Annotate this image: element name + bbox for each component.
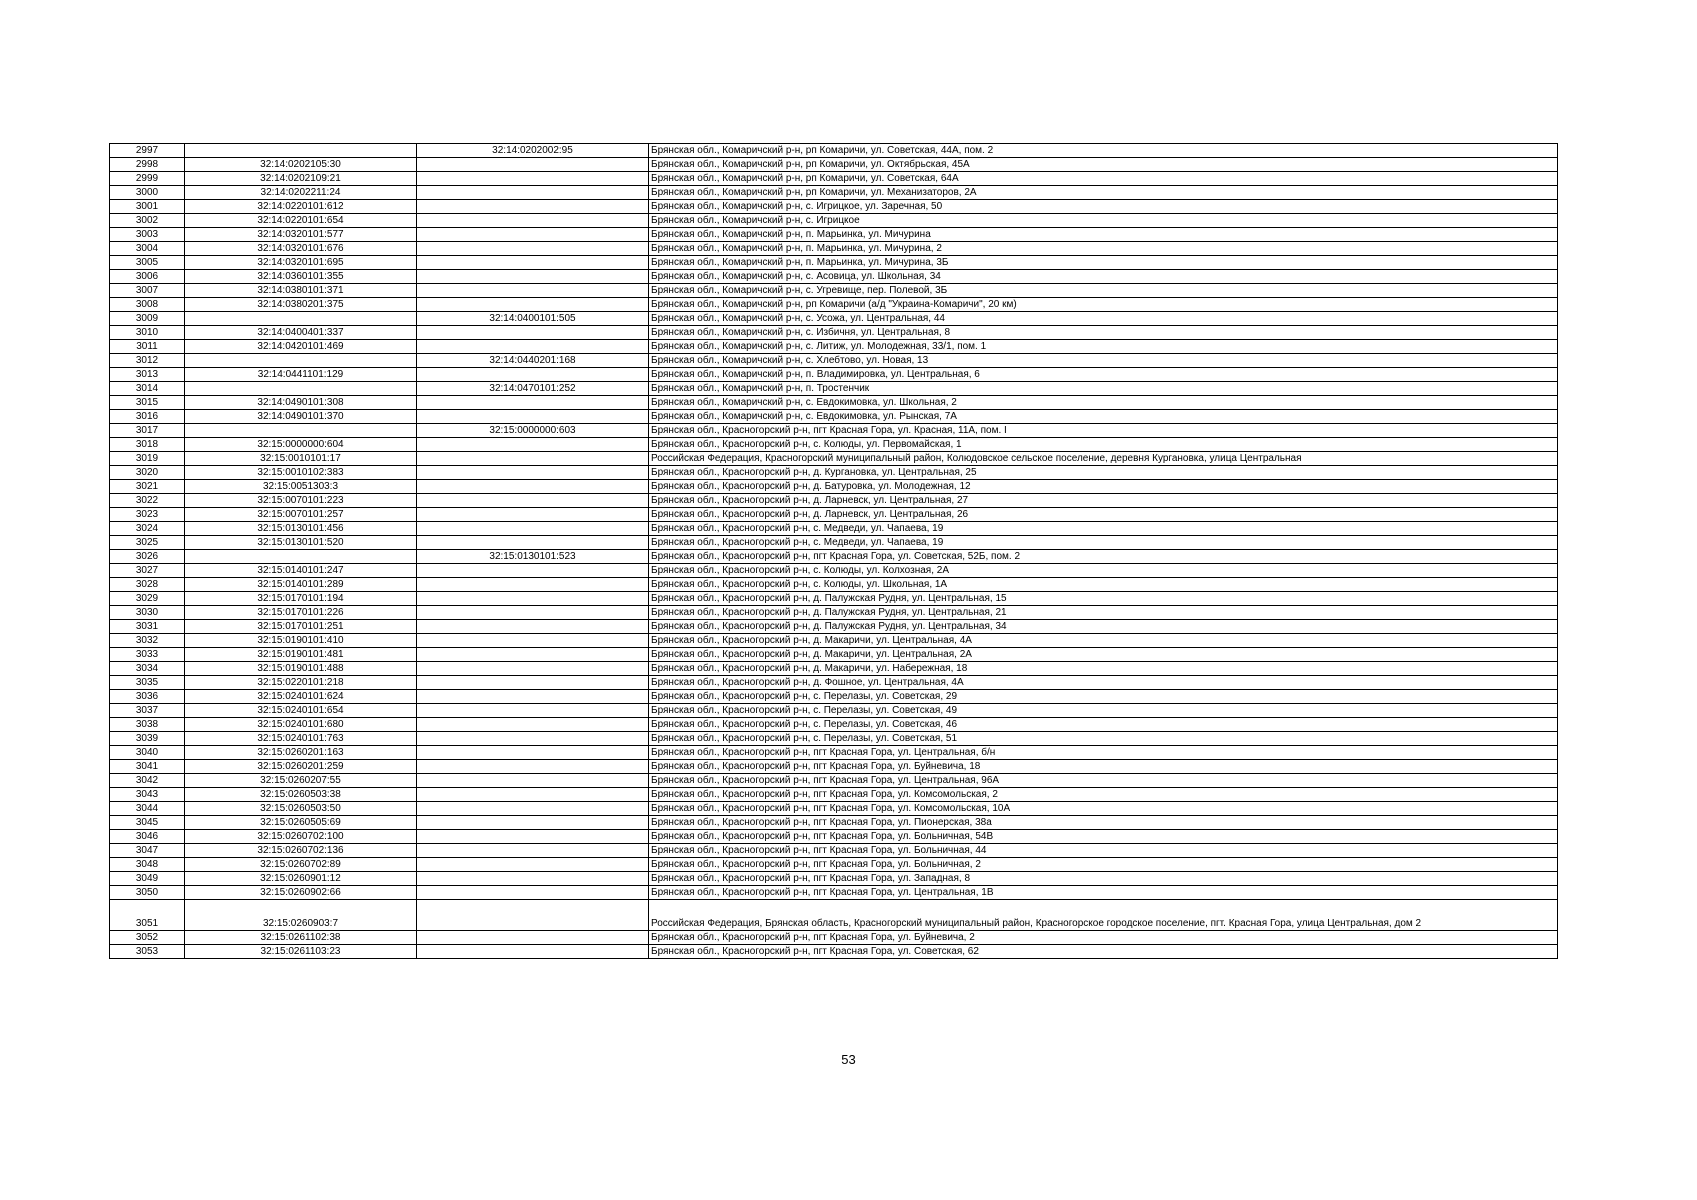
- address-cell: Брянская обл., Комаричский р-н, п. Владимировка, ул. Центральная, 6: [649, 368, 1558, 382]
- table-row: [110, 676, 1558, 690]
- table-row: [110, 480, 1558, 494]
- address-cell: Брянская обл., Комаричский р-н, с. Игрицкое: [649, 214, 1558, 228]
- premises-cadastral-number-cell: [417, 844, 649, 858]
- address-cell: Брянская обл., Красногорский р-н, с. Медведи, ул. Чапаева, 19: [649, 536, 1558, 550]
- row-number-cell: 3052: [110, 931, 185, 945]
- cadastral-number-cell: 32:15:0000000:604: [185, 438, 417, 452]
- table-row: [110, 550, 1558, 564]
- table-row: [110, 158, 1558, 172]
- address-cell: Брянская обл., Красногорский р-н, пгт Красная Гора, ул. Красная, 11А, пом. I: [649, 424, 1558, 438]
- row-number-cell: 3035: [110, 676, 185, 690]
- cadastral-number-cell: 32:15:0260903:7: [185, 900, 417, 931]
- row-number-cell: 3010: [110, 326, 185, 340]
- premises-cadastral-number-cell: [417, 214, 649, 228]
- premises-cadastral-number-cell: [417, 480, 649, 494]
- premises-cadastral-number-cell: [417, 270, 649, 284]
- row-number-cell: 3013: [110, 368, 185, 382]
- premises-cadastral-number-cell: [417, 704, 649, 718]
- address-cell: Брянская обл., Красногорский р-н, с. Перелазы, ул. Советская, 51: [649, 732, 1558, 746]
- cadastral-number-cell: 32:14:0380201:375: [185, 298, 417, 312]
- row-number-cell: 3049: [110, 872, 185, 886]
- premises-cadastral-number-cell: [417, 452, 649, 466]
- address-cell: Брянская обл., Комаричский р-н, рп Комаричи (а/д "Украина-Комаричи", 20 км): [649, 298, 1558, 312]
- address-cell: Брянская обл., Комаричский р-н, с. Евдокимовка, ул. Рынская, 7А: [649, 410, 1558, 424]
- premises-cadastral-number-cell: [417, 746, 649, 760]
- address-cell: Брянская обл., Красногорский р-н, пгт Красная Гора, ул. Советская, 62: [649, 945, 1558, 959]
- table-row: [110, 718, 1558, 732]
- row-number-cell: 3002: [110, 214, 185, 228]
- table-row: [110, 536, 1558, 550]
- row-number-cell: 3046: [110, 830, 185, 844]
- row-number-cell: 3032: [110, 634, 185, 648]
- cadastral-number-cell: 32:15:0170101:226: [185, 606, 417, 620]
- cadastral-number-cell: 32:14:0202211:24: [185, 186, 417, 200]
- row-number-cell: 3021: [110, 480, 185, 494]
- table-row: [110, 494, 1558, 508]
- address-cell: Брянская обл., Красногорский р-н, с. Колюды, ул. Колхозная, 2А: [649, 564, 1558, 578]
- cadastral-number-cell: 32:14:0441101:129: [185, 368, 417, 382]
- address-cell: Брянская обл., Красногорский р-н, пгт Красная Гора, ул. Комсомольская, 2: [649, 788, 1558, 802]
- address-cell: Брянская обл., Красногорский р-н, пгт Красная Гора, ул. Больничная, 44: [649, 844, 1558, 858]
- premises-cadastral-number-cell: [417, 340, 649, 354]
- premises-cadastral-number-cell: [417, 396, 649, 410]
- address-cell: Брянская обл., Комаричский р-н, с. Хлебтово, ул. Новая, 13: [649, 354, 1558, 368]
- cadastral-number-cell: 32:15:0260503:50: [185, 802, 417, 816]
- cadastral-number-cell: 32:15:0051303:3: [185, 480, 417, 494]
- table-row: [110, 452, 1558, 466]
- cadastral-number-cell: [185, 550, 417, 564]
- cadastral-number-cell: 32:14:0202109:21: [185, 172, 417, 186]
- cadastral-number-cell: 32:15:0220101:218: [185, 676, 417, 690]
- address-cell: Брянская обл., Комаричский р-н, с. Игрицкое, ул. Заречная, 50: [649, 200, 1558, 214]
- cadastral-number-cell: 32:15:0170101:194: [185, 592, 417, 606]
- premises-cadastral-number-cell: 32:15:0130101:523: [417, 550, 649, 564]
- table-row: [110, 438, 1558, 452]
- row-number-cell: 2999: [110, 172, 185, 186]
- cadastral-number-cell: 32:15:0260503:38: [185, 788, 417, 802]
- premises-cadastral-number-cell: [417, 578, 649, 592]
- premises-cadastral-number-cell: [417, 872, 649, 886]
- table-row: [110, 144, 1558, 158]
- table-row: [110, 931, 1558, 945]
- premises-cadastral-number-cell: [417, 522, 649, 536]
- cadastral-number-cell: 32:14:0490101:308: [185, 396, 417, 410]
- table-row: [110, 802, 1558, 816]
- row-number-cell: 3042: [110, 774, 185, 788]
- row-number-cell: 3008: [110, 298, 185, 312]
- page-number: 53: [841, 1052, 856, 1067]
- premises-cadastral-number-cell: [417, 662, 649, 676]
- table-row: [110, 326, 1558, 340]
- row-number-cell: 3029: [110, 592, 185, 606]
- premises-cadastral-number-cell: [417, 886, 649, 900]
- address-cell: Брянская обл., Красногорский р-н, пгт Красная Гора, ул. Западная, 8: [649, 872, 1558, 886]
- address-cell: Брянская обл., Красногорский р-н, с. Колюды, ул. Школьная, 1А: [649, 578, 1558, 592]
- cadastral-number-cell: 32:15:0070101:257: [185, 508, 417, 522]
- table-row: [110, 186, 1558, 200]
- row-number-cell: 2997: [110, 144, 185, 158]
- table-row: [110, 354, 1558, 368]
- table-row: [110, 858, 1558, 872]
- row-number-cell: 3037: [110, 704, 185, 718]
- premises-cadastral-number-cell: 32:14:0400101:505: [417, 312, 649, 326]
- table-row: [110, 872, 1558, 886]
- address-cell: Брянская обл., Красногорский р-н, с. Перелазы, ул. Советская, 49: [649, 704, 1558, 718]
- table-row: [110, 508, 1558, 522]
- table-row: [110, 788, 1558, 802]
- register-table: [109, 143, 1558, 959]
- address-cell: Брянская обл., Красногорский р-н, д. Ларневск, ул. Центральная, 27: [649, 494, 1558, 508]
- table-row: [110, 522, 1558, 536]
- row-number-cell: 3004: [110, 242, 185, 256]
- table-row: [110, 382, 1558, 396]
- address-cell: Брянская обл., Комаричский р-н, с. Избичня, ул. Центральная, 8: [649, 326, 1558, 340]
- address-cell: Брянская обл., Комаричский р-н, рп Комаричи, ул. Советская, 44А, пом. 2: [649, 144, 1558, 158]
- premises-cadastral-number-cell: [417, 242, 649, 256]
- address-cell: Брянская обл., Красногорский р-н, д. Кургановка, ул. Центральная, 25: [649, 466, 1558, 480]
- cadastral-number-cell: 32:14:0420101:469: [185, 340, 417, 354]
- table-row: [110, 242, 1558, 256]
- premises-cadastral-number-cell: [417, 564, 649, 578]
- row-number-cell: 3012: [110, 354, 185, 368]
- address-cell: Брянская обл., Красногорский р-н, пгт Красная Гора, ул. Центральная, б/н: [649, 746, 1558, 760]
- premises-cadastral-number-cell: [417, 830, 649, 844]
- address-cell: Брянская обл., Комаричский р-н, рп Комаричи, ул. Советская, 64А: [649, 172, 1558, 186]
- cadastral-number-cell: 32:15:0010101:17: [185, 452, 417, 466]
- cadastral-number-cell: 32:15:0190101:481: [185, 648, 417, 662]
- row-number-cell: 3005: [110, 256, 185, 270]
- row-number-cell: 3006: [110, 270, 185, 284]
- row-number-cell: 3015: [110, 396, 185, 410]
- address-cell: Брянская обл., Красногорский р-н, с. Перелазы, ул. Советская, 46: [649, 718, 1558, 732]
- row-number-cell: 3011: [110, 340, 185, 354]
- row-number-cell: 3026: [110, 550, 185, 564]
- premises-cadastral-number-cell: [417, 466, 649, 480]
- table-row: [110, 844, 1558, 858]
- premises-cadastral-number-cell: [417, 158, 649, 172]
- register-table-body: [110, 144, 1558, 959]
- row-number-cell: 3028: [110, 578, 185, 592]
- row-number-cell: 2998: [110, 158, 185, 172]
- row-number-cell: 3045: [110, 816, 185, 830]
- premises-cadastral-number-cell: [417, 802, 649, 816]
- cadastral-number-cell: 32:15:0130101:456: [185, 522, 417, 536]
- row-number-cell: 3031: [110, 620, 185, 634]
- table-row: [110, 368, 1558, 382]
- premises-cadastral-number-cell: [417, 858, 649, 872]
- address-cell: Брянская обл., Красногорский р-н, д. Палужская Рудня, ул. Центральная, 21: [649, 606, 1558, 620]
- row-number-cell: 3017: [110, 424, 185, 438]
- table-row: [110, 620, 1558, 634]
- premises-cadastral-number-cell: [417, 536, 649, 550]
- cadastral-number-cell: 32:15:0240101:763: [185, 732, 417, 746]
- row-number-cell: 3000: [110, 186, 185, 200]
- cadastral-number-cell: 32:15:0070101:223: [185, 494, 417, 508]
- address-cell: Брянская обл., Красногорский р-н, д. Палужская Рудня, ул. Центральная, 15: [649, 592, 1558, 606]
- premises-cadastral-number-cell: [417, 676, 649, 690]
- cadastral-number-cell: 32:15:0260207:55: [185, 774, 417, 788]
- cadastral-number-cell: 32:14:0320101:695: [185, 256, 417, 270]
- premises-cadastral-number-cell: 32:14:0440201:168: [417, 354, 649, 368]
- cadastral-number-cell: 32:15:0190101:488: [185, 662, 417, 676]
- cadastral-number-cell: 32:15:0260505:69: [185, 816, 417, 830]
- premises-cadastral-number-cell: [417, 718, 649, 732]
- premises-cadastral-number-cell: [417, 410, 649, 424]
- row-number-cell: 3014: [110, 382, 185, 396]
- table-row: [110, 298, 1558, 312]
- address-cell: Брянская обл., Красногорский р-н, пгт Красная Гора, ул. Комсомольская, 10А: [649, 802, 1558, 816]
- table-row: [110, 424, 1558, 438]
- row-number-cell: 3043: [110, 788, 185, 802]
- row-number-cell: 3050: [110, 886, 185, 900]
- address-cell: Брянская обл., Красногорский р-н, д. Ларневск, ул. Центральная, 26: [649, 508, 1558, 522]
- premises-cadastral-number-cell: [417, 648, 649, 662]
- cadastral-number-cell: 32:15:0240101:624: [185, 690, 417, 704]
- row-number-cell: 3020: [110, 466, 185, 480]
- cadastral-number-cell: 32:14:0220101:654: [185, 214, 417, 228]
- premises-cadastral-number-cell: [417, 620, 649, 634]
- premises-cadastral-number-cell: [417, 606, 649, 620]
- row-number-cell: 3023: [110, 508, 185, 522]
- premises-cadastral-number-cell: [417, 200, 649, 214]
- row-number-cell: 3039: [110, 732, 185, 746]
- row-number-cell: 3036: [110, 690, 185, 704]
- premises-cadastral-number-cell: [417, 438, 649, 452]
- row-number-cell: 3027: [110, 564, 185, 578]
- premises-cadastral-number-cell: [417, 816, 649, 830]
- premises-cadastral-number-cell: 32:15:0000000:603: [417, 424, 649, 438]
- premises-cadastral-number-cell: [417, 326, 649, 340]
- row-number-cell: 3018: [110, 438, 185, 452]
- cadastral-number-cell: 32:15:0260901:12: [185, 872, 417, 886]
- cadastral-number-cell: 32:14:0490101:370: [185, 410, 417, 424]
- cadastral-number-cell: 32:15:0261102:38: [185, 931, 417, 945]
- address-cell: Брянская обл., Красногорский р-н, с. Колюды, ул. Первомайская, 1: [649, 438, 1558, 452]
- address-cell: Брянская обл., Красногорский р-н, пгт Красная Гора, ул. Пионерская, 38а: [649, 816, 1558, 830]
- address-cell: Брянская обл., Красногорский р-н, пгт Красная Гора, ул. Буйневича, 2: [649, 931, 1558, 945]
- table-row: [110, 774, 1558, 788]
- address-cell: Брянская обл., Комаричский р-н, рп Комаричи, ул. Октябрьская, 45А: [649, 158, 1558, 172]
- table-row: [110, 886, 1558, 900]
- table-row: [110, 466, 1558, 480]
- row-number-cell: 3038: [110, 718, 185, 732]
- address-cell: Брянская обл., Комаричский р-н, с. Угревище, пер. Полевой, 3Б: [649, 284, 1558, 298]
- table-row: [110, 662, 1558, 676]
- cadastral-number-cell: 32:15:0140101:247: [185, 564, 417, 578]
- address-cell: Брянская обл., Комаричский р-н, п. Марьинка, ул. Мичурина: [649, 228, 1558, 242]
- table-row: [110, 284, 1558, 298]
- address-cell: Брянская обл., Комаричский р-н, с. Асовица, ул. Школьная, 34: [649, 270, 1558, 284]
- premises-cadastral-number-cell: [417, 760, 649, 774]
- premises-cadastral-number-cell: [417, 298, 649, 312]
- table-row: [110, 312, 1558, 326]
- address-cell: Брянская обл., Красногорский р-н, пгт Красная Гора, ул. Центральная, 1В: [649, 886, 1558, 900]
- cadastral-number-cell: 32:15:0130101:520: [185, 536, 417, 550]
- address-cell: Брянская обл., Красногорский р-н, д. Макаричи, ул. Центральная, 4А: [649, 634, 1558, 648]
- premises-cadastral-number-cell: [417, 368, 649, 382]
- row-number-cell: 3044: [110, 802, 185, 816]
- cadastral-number-cell: 32:15:0260702:100: [185, 830, 417, 844]
- cadastral-number-cell: [185, 144, 417, 158]
- address-cell: Брянская обл., Красногорский р-н, пгт Красная Гора, ул. Больничная, 54В: [649, 830, 1558, 844]
- premises-cadastral-number-cell: [417, 228, 649, 242]
- table-row: [110, 900, 1558, 931]
- address-cell: Брянская обл., Красногорский р-н, д. Макаричи, ул. Набережная, 18: [649, 662, 1558, 676]
- premises-cadastral-number-cell: [417, 634, 649, 648]
- cadastral-number-cell: 32:15:0170101:251: [185, 620, 417, 634]
- premises-cadastral-number-cell: 32:14:0470101:252: [417, 382, 649, 396]
- address-cell: Брянская обл., Комаричский р-н, п. Марьинка, ул. Мичурина, 3Б: [649, 256, 1558, 270]
- cadastral-number-cell: 32:14:0220101:612: [185, 200, 417, 214]
- row-number-cell: 3025: [110, 536, 185, 550]
- row-number-cell: 3019: [110, 452, 185, 466]
- cadastral-number-cell: [185, 354, 417, 368]
- address-cell: Брянская обл., Красногорский р-н, д. Фошное, ул. Центральная, 4А: [649, 676, 1558, 690]
- table-row: [110, 606, 1558, 620]
- row-number-cell: 3024: [110, 522, 185, 536]
- address-cell: Брянская обл., Красногорский р-н, пгт Красная Гора, ул. Буйневича, 18: [649, 760, 1558, 774]
- table-row: [110, 816, 1558, 830]
- row-number-cell: 3001: [110, 200, 185, 214]
- table-row: [110, 396, 1558, 410]
- premises-cadastral-number-cell: 32:14:0202002:95: [417, 144, 649, 158]
- table-row: [110, 172, 1558, 186]
- cadastral-number-cell: 32:14:0320101:577: [185, 228, 417, 242]
- address-cell: Брянская обл., Красногорский р-н, пгт Красная Гора, ул. Центральная, 96А: [649, 774, 1558, 788]
- row-number-cell: 3047: [110, 844, 185, 858]
- row-number-cell: 3003: [110, 228, 185, 242]
- table-row: [110, 564, 1558, 578]
- premises-cadastral-number-cell: [417, 186, 649, 200]
- cadastral-number-cell: 32:15:0010102:383: [185, 466, 417, 480]
- address-cell: Брянская обл., Красногорский р-н, д. Макаричи, ул. Центральная, 2А: [649, 648, 1558, 662]
- address-cell: Российская Федерация, Брянская область, Красногорский муниципальный район, Красногорское городское поселение, пгт. Красная Гора, улица Центральная, дом 2: [649, 900, 1558, 931]
- table-row: [110, 732, 1558, 746]
- table-row: [110, 746, 1558, 760]
- premises-cadastral-number-cell: [417, 494, 649, 508]
- cadastral-number-cell: 32:15:0140101:289: [185, 578, 417, 592]
- premises-cadastral-number-cell: [417, 788, 649, 802]
- address-cell: Брянская обл., Комаричский р-н, с. Евдокимовка, ул. Школьная, 2: [649, 396, 1558, 410]
- address-cell: Брянская обл., Красногорский р-н, пгт Красная Гора, ул. Советская, 52Б, пом. 2: [649, 550, 1558, 564]
- cadastral-number-cell: 32:14:0202105:30: [185, 158, 417, 172]
- address-cell: Брянская обл., Красногорский р-н, с. Перелазы, ул. Советская, 29: [649, 690, 1558, 704]
- cadastral-number-cell: 32:15:0260201:163: [185, 746, 417, 760]
- cadastral-number-cell: 32:15:0260702:136: [185, 844, 417, 858]
- address-cell: Брянская обл., Комаричский р-н, п. Тростенчик: [649, 382, 1558, 396]
- row-number-cell: 3040: [110, 746, 185, 760]
- table-row: [110, 592, 1558, 606]
- cadastral-number-cell: 32:15:0260902:66: [185, 886, 417, 900]
- row-number-cell: 3053: [110, 945, 185, 959]
- row-number-cell: 3007: [110, 284, 185, 298]
- address-cell: Брянская обл., Комаричский р-н, с. Литиж, ул. Молодежная, 33/1, пом. 1: [649, 340, 1558, 354]
- cadastral-number-cell: 32:15:0260702:89: [185, 858, 417, 872]
- table-row: [110, 228, 1558, 242]
- table-row: [110, 340, 1558, 354]
- table-row: [110, 648, 1558, 662]
- address-cell: Брянская обл., Красногорский р-н, с. Медведи, ул. Чапаева, 19: [649, 522, 1558, 536]
- row-number-cell: 3034: [110, 662, 185, 676]
- row-number-cell: 3048: [110, 858, 185, 872]
- cadastral-number-cell: 32:15:0261103:23: [185, 945, 417, 959]
- table-row: [110, 945, 1558, 959]
- cadastral-number-cell: 32:15:0190101:410: [185, 634, 417, 648]
- premises-cadastral-number-cell: [417, 508, 649, 522]
- premises-cadastral-number-cell: [417, 774, 649, 788]
- table-row: [110, 578, 1558, 592]
- table-row: [110, 200, 1558, 214]
- premises-cadastral-number-cell: [417, 690, 649, 704]
- row-number-cell: 3041: [110, 760, 185, 774]
- cadastral-number-cell: [185, 424, 417, 438]
- table-row: [110, 410, 1558, 424]
- table-row: [110, 214, 1558, 228]
- cadastral-number-cell: 32:15:0240101:680: [185, 718, 417, 732]
- table-row: [110, 690, 1558, 704]
- cadastral-number-cell: 32:15:0240101:654: [185, 704, 417, 718]
- cadastral-number-cell: 32:14:0380101:371: [185, 284, 417, 298]
- row-number-cell: 3051: [110, 900, 185, 931]
- address-cell: Брянская обл., Красногорский р-н, пгт Красная Гора, ул. Больничная, 2: [649, 858, 1558, 872]
- table-row: [110, 760, 1558, 774]
- table-row: [110, 270, 1558, 284]
- cadastral-number-cell: [185, 382, 417, 396]
- table-row: [110, 830, 1558, 844]
- address-cell: Российская Федерация, Красногорский муниципальный район, Колюдовское сельское поселение, деревня Кургановка, улица Центральная: [649, 452, 1558, 466]
- address-cell: Брянская обл., Комаричский р-н, с. Усожа, ул. Центральная, 44: [649, 312, 1558, 326]
- premises-cadastral-number-cell: [417, 931, 649, 945]
- row-number-cell: 3016: [110, 410, 185, 424]
- table-row: [110, 704, 1558, 718]
- address-cell: Брянская обл., Красногорский р-н, д. Палужская Рудня, ул. Центральная, 34: [649, 620, 1558, 634]
- premises-cadastral-number-cell: [417, 284, 649, 298]
- row-number-cell: 3030: [110, 606, 185, 620]
- table-row: [110, 256, 1558, 270]
- cadastral-number-cell: 32:14:0360101:355: [185, 270, 417, 284]
- cadastral-number-cell: 32:14:0400401:337: [185, 326, 417, 340]
- premises-cadastral-number-cell: [417, 900, 649, 931]
- cadastral-number-cell: 32:14:0320101:676: [185, 242, 417, 256]
- address-cell: Брянская обл., Комаричский р-н, рп Комаричи, ул. Механизаторов, 2А: [649, 186, 1558, 200]
- address-cell: Брянская обл., Красногорский р-н, д. Батуровка, ул. Молодежная, 12: [649, 480, 1558, 494]
- premises-cadastral-number-cell: [417, 945, 649, 959]
- row-number-cell: 3033: [110, 648, 185, 662]
- cadastral-number-cell: 32:15:0260201:259: [185, 760, 417, 774]
- premises-cadastral-number-cell: [417, 592, 649, 606]
- premises-cadastral-number-cell: [417, 732, 649, 746]
- cadastral-number-cell: [185, 312, 417, 326]
- address-cell: Брянская обл., Комаричский р-н, п. Марьинка, ул. Мичурина, 2: [649, 242, 1558, 256]
- table-row: [110, 634, 1558, 648]
- row-number-cell: 3009: [110, 312, 185, 326]
- premises-cadastral-number-cell: [417, 172, 649, 186]
- premises-cadastral-number-cell: [417, 256, 649, 270]
- row-number-cell: 3022: [110, 494, 185, 508]
